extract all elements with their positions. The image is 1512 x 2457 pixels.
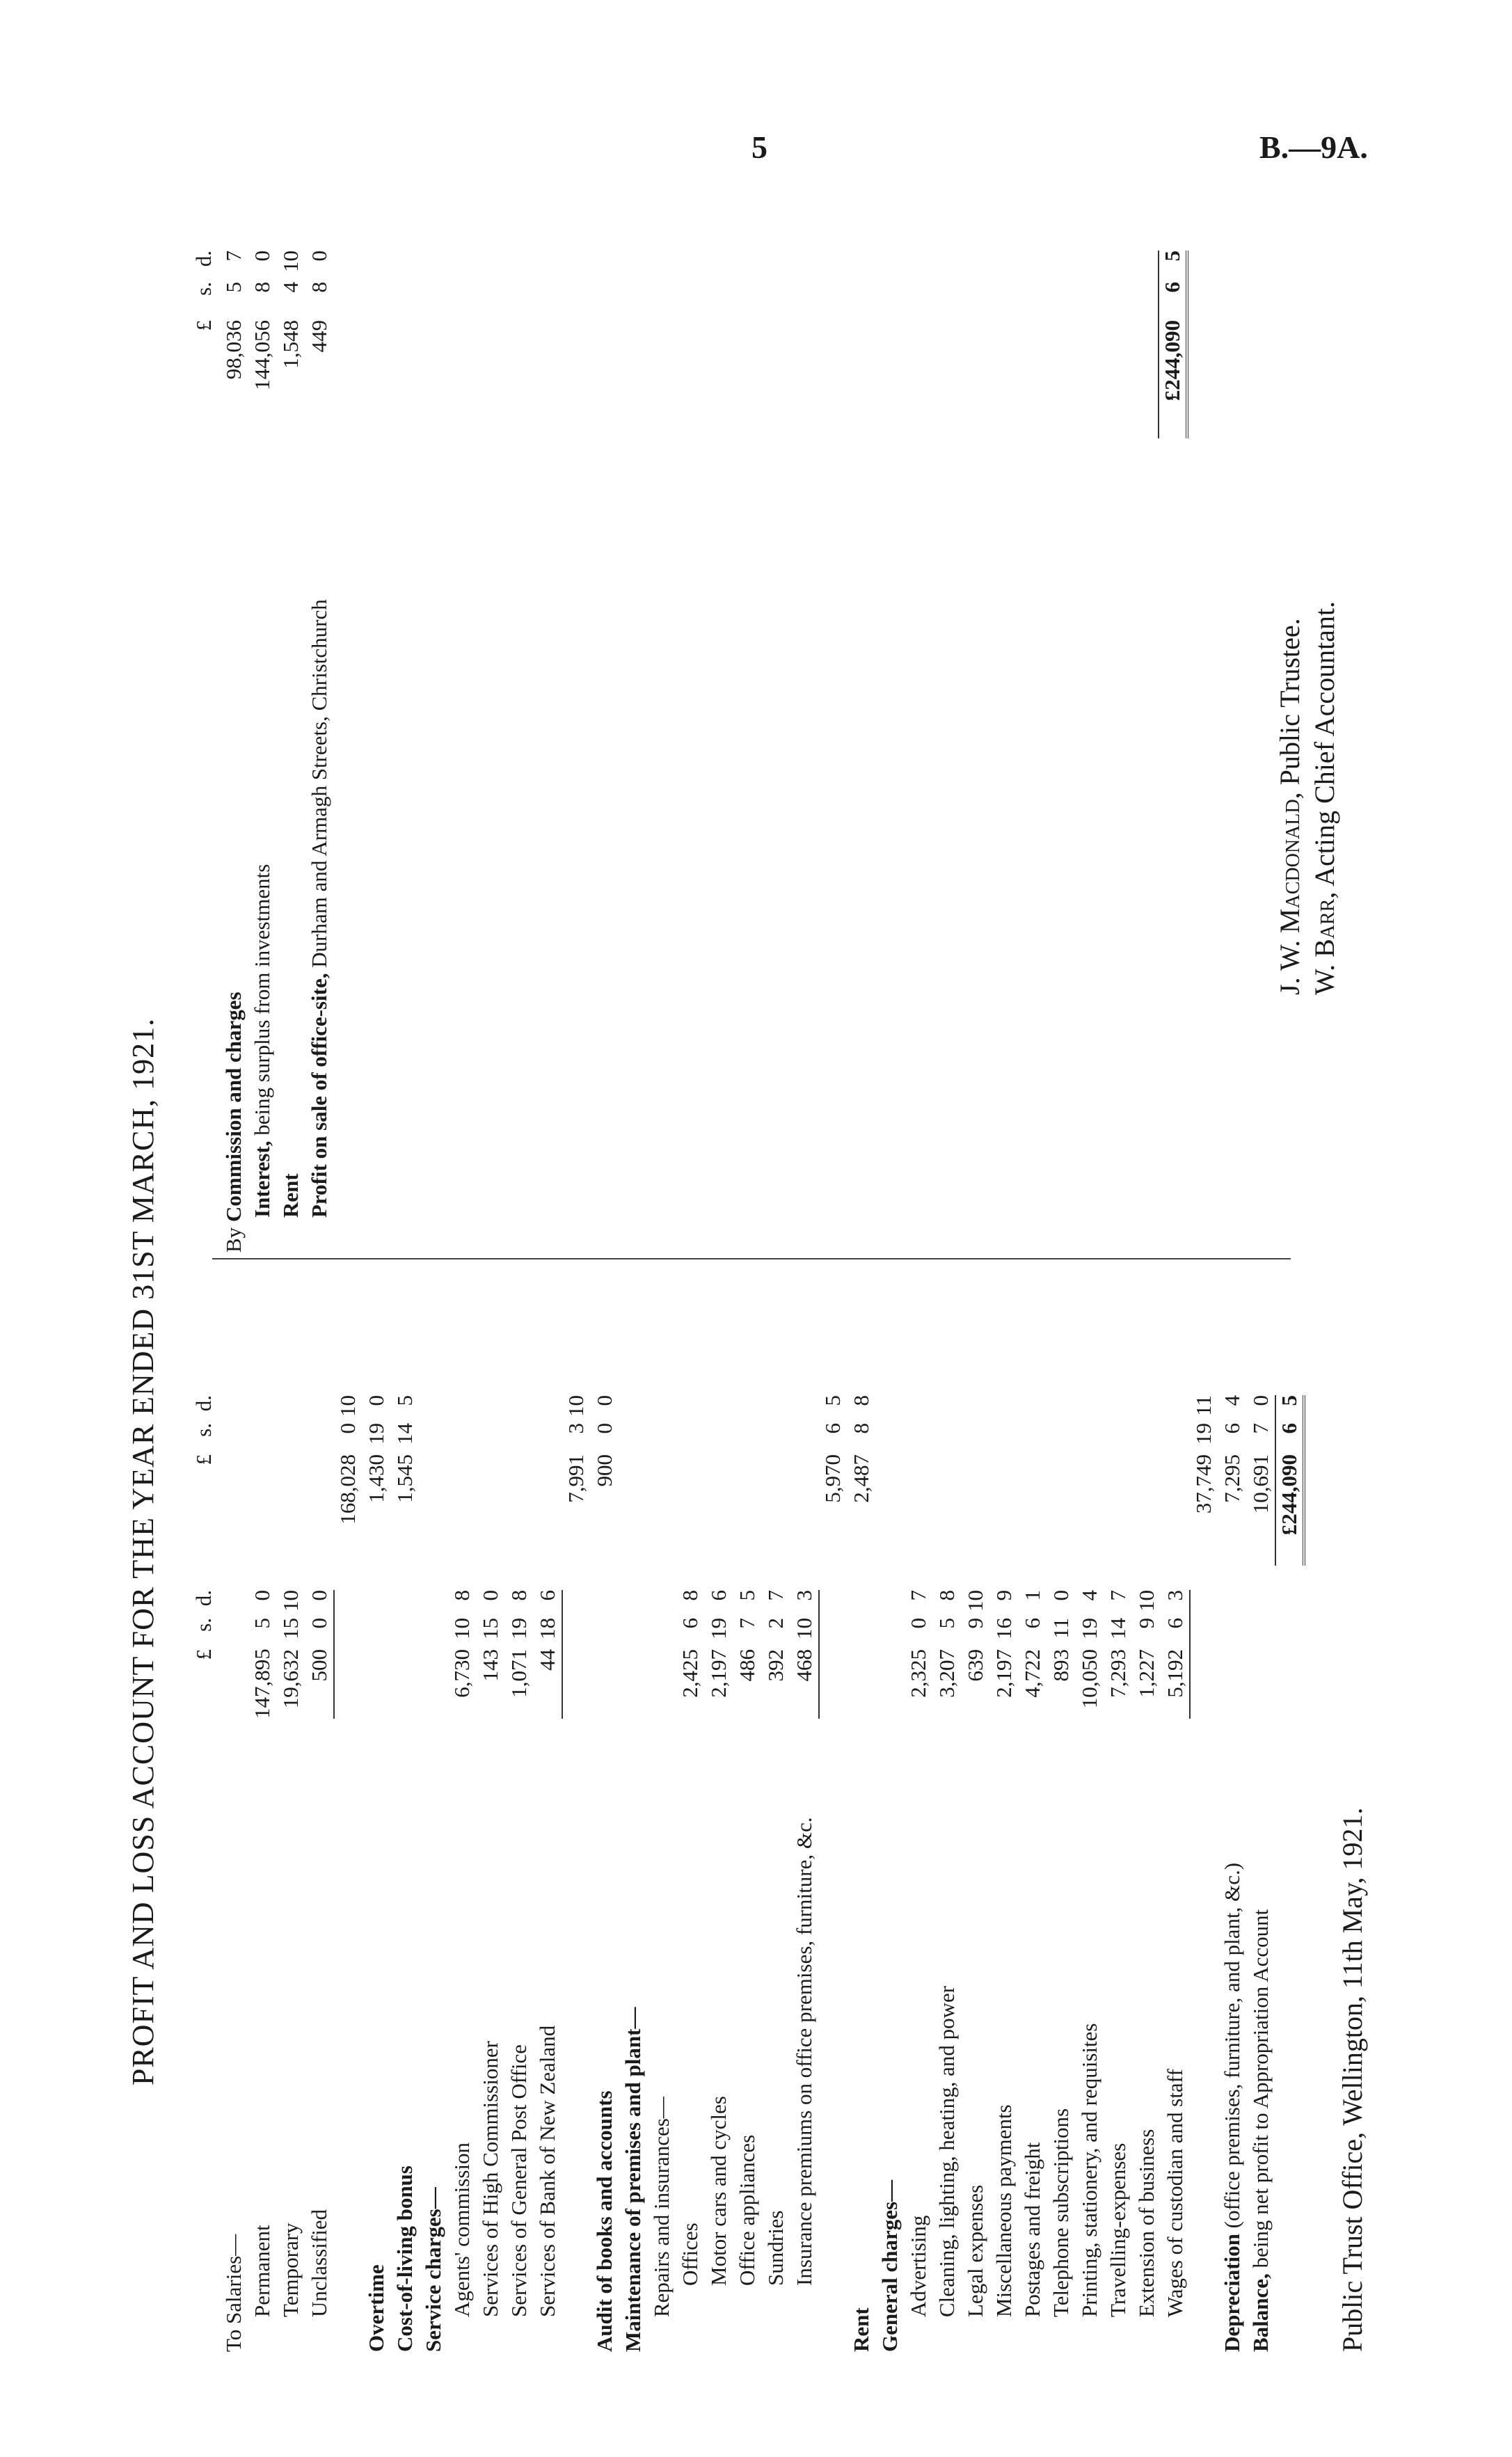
grand-total-row: £244,090 6 5 bbox=[1158, 181, 1186, 1253]
ledger-row: Profit on sale of office-site, Durham and Armagh Streets, Christchurch 449 8 0 bbox=[307, 251, 331, 1218]
ledger-row: Overtime 1,430 19 0 bbox=[364, 1395, 388, 2352]
ledger-row: Legal expenses 639 9 10 bbox=[963, 1590, 987, 2317]
account-title: PROFIT AND LOSS ACCOUNT FOR THE YEAR ENDED 31ST MARCH, 1921. bbox=[126, 1017, 160, 2086]
general-charges-heading: General charges— bbox=[877, 2179, 902, 2352]
salaries-heading: To Salaries— bbox=[221, 2234, 246, 2352]
ledger-row: Cost-of-living bonus 1,545 14 5 bbox=[392, 1395, 417, 2352]
ledger-row: Extension of business 1,227 9 10 bbox=[1134, 1590, 1159, 2317]
debit-currency-header bbox=[191, 1266, 219, 2352]
ledger-row: Motor cars and cycles 2,197 19 6 bbox=[706, 1590, 731, 2286]
ledger-row: Wages of custodian and staff 5,192 6 3 bbox=[1163, 1590, 1187, 2317]
column-divider bbox=[212, 1258, 1291, 1259]
ledger-row: Miscellaneous payments 2,197 16 9 bbox=[992, 1590, 1016, 2317]
ledger-row: Office appliances 486 7 5 bbox=[735, 1590, 759, 2286]
ledger-row: Cleaning, lighting, heating, and power 3,207 5 8 bbox=[934, 1590, 959, 2317]
ledger-row: Rent 2,487 8 8 bbox=[849, 1395, 873, 2352]
ledger-row: Printing, stationery, and requisites 10,050 19 4 bbox=[1077, 1590, 1101, 2317]
service-charges-heading: Service charges— bbox=[421, 2187, 445, 2352]
ledger-row: Rent 1,548 4 10 bbox=[278, 251, 303, 1218]
header-pence: d. bbox=[191, 1395, 216, 1412]
debit-side bbox=[191, 1266, 1303, 2352]
subtotal-row: 5,970 6 5 bbox=[818, 1266, 847, 2352]
credit-side bbox=[191, 181, 1186, 1253]
ledger-row: By Commission and charges 98,036 5 7 bbox=[221, 251, 246, 1253]
rotated-account-sheet bbox=[125, 181, 1419, 2352]
ledger-row: Sundries 392 2 7 bbox=[763, 1590, 788, 2286]
page-number: 5 bbox=[751, 129, 767, 165]
header-shillings: s. bbox=[191, 1423, 216, 1437]
header-pounds: £ bbox=[191, 320, 216, 331]
header-pence: d. bbox=[191, 251, 216, 267]
document-code: B.—9A. bbox=[1259, 129, 1368, 165]
ledger-row: Insurance premiums on office premises, furniture, &c. 468 10 3 bbox=[792, 1590, 816, 2286]
ledger-row: Temporary 19,632 15 10 bbox=[278, 1590, 303, 2317]
subtotal-row: 7,991 3 10 bbox=[562, 1266, 590, 2352]
ledger-row: Depreciation (office premises, furniture, and plant, &c.) 7,295 6 4 bbox=[1220, 1395, 1244, 2352]
ledger-row: Audit of books and accounts 900 0 0 bbox=[592, 1395, 616, 2352]
ledger-row: Balance, being net profit to Appropriation Account 10,691 7 0 bbox=[1248, 1395, 1273, 2352]
grand-total-row: £244,090 6 5 bbox=[1275, 1266, 1303, 2352]
header-pence: d. bbox=[191, 1590, 216, 1607]
header-shillings: s. bbox=[191, 282, 216, 296]
place-and-date: Public Trust Office, Wellington, 11th May, 1921. bbox=[1337, 1807, 1368, 2352]
signature-public-trustee: J. W. Macdonald, Public Trustee. bbox=[1274, 618, 1305, 995]
ledger-row: Services of General Post Office 1,071 19 8 bbox=[507, 1590, 531, 2317]
ledger-row: Advertising 2,325 0 7 bbox=[906, 1590, 930, 2317]
header-shillings: s. bbox=[191, 1618, 216, 1632]
credit-currency-header bbox=[191, 181, 219, 1253]
ledger-row: Postages and freight 4,722 6 1 bbox=[1020, 1590, 1044, 2317]
subtotal-row: 37,749 19 11 bbox=[1189, 1266, 1218, 2352]
header-pounds: £ bbox=[191, 1454, 216, 1465]
ledger-row: Permanent 147,895 5 0 bbox=[250, 1590, 274, 2317]
maintenance-subheading: Repairs and insurances— bbox=[649, 2097, 674, 2317]
ledger-row: Services of Bank of New Zealand 44 18 6 bbox=[535, 1590, 559, 2317]
ledger-row: Agents' commission 6,730 10 8 bbox=[449, 1590, 474, 2317]
subtotal-row: 168,028 0 10 bbox=[333, 1266, 362, 2352]
ledger-row: Interest, being surplus from investments 144,056 8 0 bbox=[250, 251, 274, 1218]
ledger-row: Telephone subscriptions 893 11 0 bbox=[1049, 1590, 1073, 2317]
header-pounds: £ bbox=[191, 1649, 216, 1660]
ledger-row: Offices 2,425 6 8 bbox=[678, 1590, 702, 2286]
ledger-row: Unclassified 500 0 0 bbox=[307, 1590, 331, 2317]
ledger-row: Services of High Commissioner 143 15 0 bbox=[478, 1590, 502, 2317]
maintenance-heading: Maintenance of premises and plant— bbox=[621, 2007, 645, 2352]
ledger-row: Travelling-expenses 7,293 14 7 bbox=[1106, 1590, 1130, 2317]
signature-accountant: W. Barr, Acting Chief Accountant. bbox=[1309, 601, 1340, 995]
